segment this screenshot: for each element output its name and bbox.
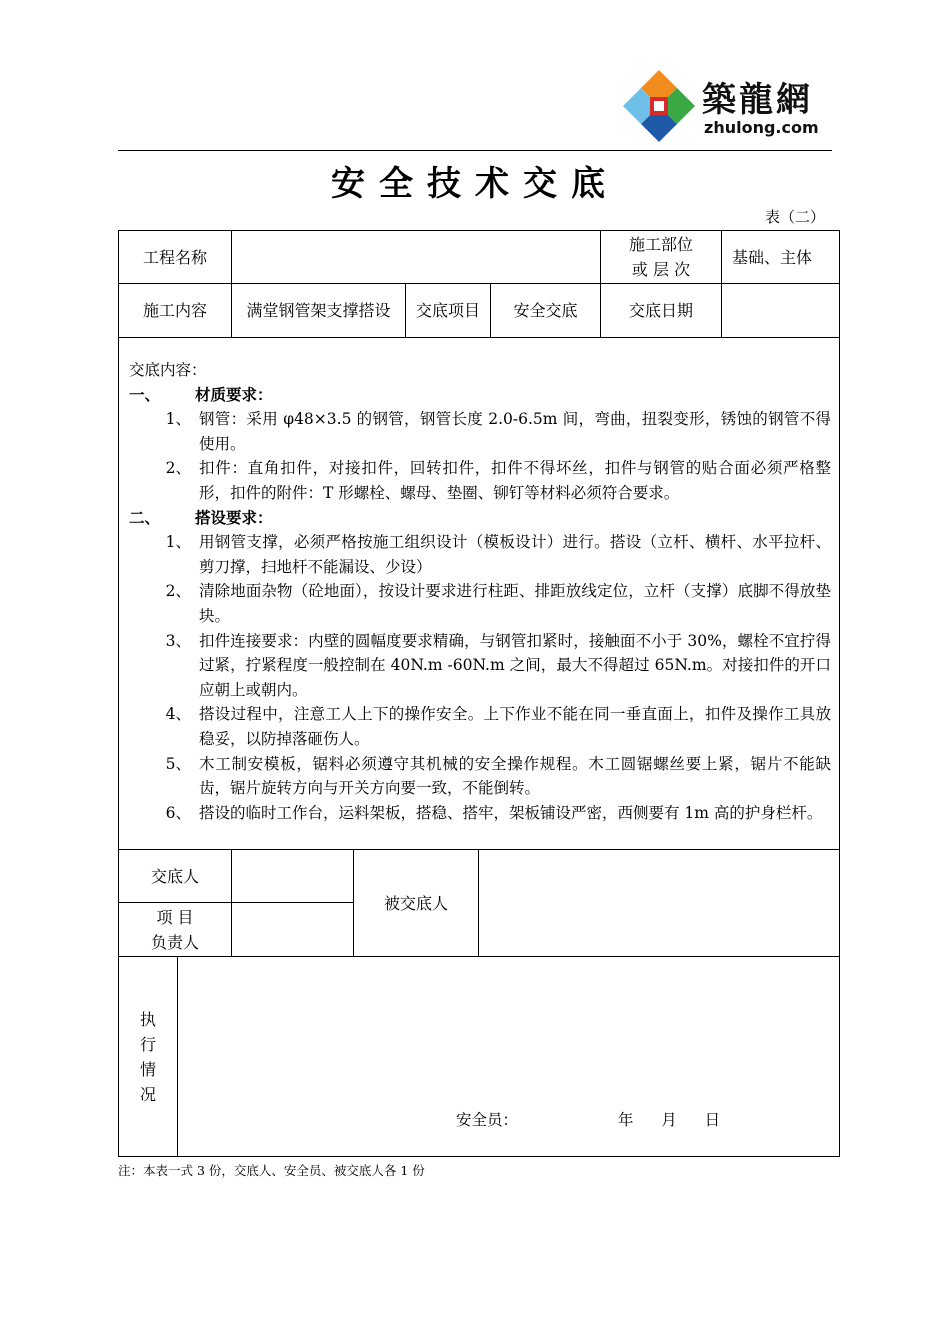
receiver-signature[interactable] <box>478 849 840 957</box>
section-number: 一、 <box>129 384 161 404</box>
discloser-label: 交底人 <box>118 849 232 903</box>
header-rule <box>118 150 832 151</box>
year-label: 年 <box>617 1111 634 1129</box>
safety-officer-signature-line <box>456 1108 720 1130</box>
list-item: 6、 搭设的临时工作台，运料架板，搭稳、搭牢，架板铺设严密，西侧要有 1m 高的护身栏杆。 <box>165 803 823 822</box>
list-item: 3、 扣件连接要求：内壁的圆幅度要求精确，与钢管扣紧时，接触面不小于 30%，螺栓不宜拧得过紧，拧紧程度一般控制在 40N.m -60N.m 之间，最大不得超过 65N.m。对接扣件的开口应朝上或朝内。 <box>165 631 831 699</box>
day-label: 日 <box>704 1111 721 1129</box>
execution-label: 执 行 情 况 <box>118 956 178 1157</box>
footnote: 注：本表一式 3 份，交底人、安全员、被交底人各 1 份 <box>118 1163 425 1178</box>
section-title: 材质要求： <box>195 384 273 404</box>
disclosure-date-value[interactable] <box>721 283 840 338</box>
list-item: 4、 搭设过程中，注意工人上下的操作安全。上下作业不能在同一垂直面上，扣件及操作工具放稳妥，以防掉落砸伤人。 <box>165 705 831 748</box>
table-number: 表（二） <box>764 208 825 226</box>
disclosure-item-value[interactable]: 安全交底 <box>490 283 601 338</box>
zhulong-logo-icon <box>619 66 699 146</box>
location-value[interactable]: 基础、主体 <box>721 230 840 284</box>
work-content-label: 施工内容 <box>118 283 232 338</box>
location-label: 施工部位 或 层 次 <box>600 230 722 284</box>
logo-brand-cn: 築龍網 <box>702 80 813 120</box>
section-heading <box>129 383 831 408</box>
disclosure-content <box>118 337 840 850</box>
work-content-value[interactable]: 满堂钢管架支撑搭设 <box>231 283 406 338</box>
zhulong-logo <box>619 66 839 146</box>
section-title: 搭设要求： <box>195 507 273 527</box>
section-number: 二、 <box>129 507 161 527</box>
list-item: 1、 用钢管支撑，必须严格按施工组织设计（模板设计）进行。搭设（立杆、横杆、水平拉杆、剪刀撑，扫地杆不能漏设、少设） <box>165 533 831 576</box>
list-item: 2、 扣件：直角扣件，对接扣件，回转扣件，扣件不得坏丝，扣件与钢管的贴合面必须严格整形，扣件的附件：T 形螺栓、螺母、垫圈、铆钉等材料必须符合要求。 <box>165 459 831 502</box>
project-name-label: 工程名称 <box>118 230 232 284</box>
content-label: 交底内容： <box>129 361 207 379</box>
section-heading <box>129 506 831 531</box>
logo-brand-en: zhulong.com <box>704 118 819 137</box>
project-manager-label: 项 目 负责人 <box>118 902 232 957</box>
list-item: 2、 清除地面杂物（砼地面），按设计要求进行柱距、排距放线定位，立杆（支撑）底脚不得放垫块。 <box>165 582 831 625</box>
receiver-label: 被交底人 <box>353 849 479 957</box>
project-name-value[interactable] <box>231 230 601 284</box>
list-item: 5、 木工制安模板，锯料必须遵守其机械的安全操作规程。木工圆锯螺丝要上紧，锯片不能缺齿，锯片旋转方向与开关方向要一致，不能倒转。 <box>165 754 831 798</box>
discloser-signature[interactable] <box>231 849 354 903</box>
month-label: 月 <box>661 1111 677 1129</box>
project-manager-signature[interactable] <box>231 902 354 957</box>
disclosure-date-label: 交底日期 <box>600 283 722 338</box>
list-item: 1、 钢管：采用 φ48×3.5 的钢管，钢管长度 2.0-6.5m 间，弯曲，扭裂变形，锈蚀的钢管不得使用。 <box>165 410 831 453</box>
safety-officer-label: 安全员： <box>456 1111 519 1129</box>
disclosure-item-label: 交底项目 <box>405 283 491 338</box>
page-title: 安全技术交底 <box>331 164 619 204</box>
